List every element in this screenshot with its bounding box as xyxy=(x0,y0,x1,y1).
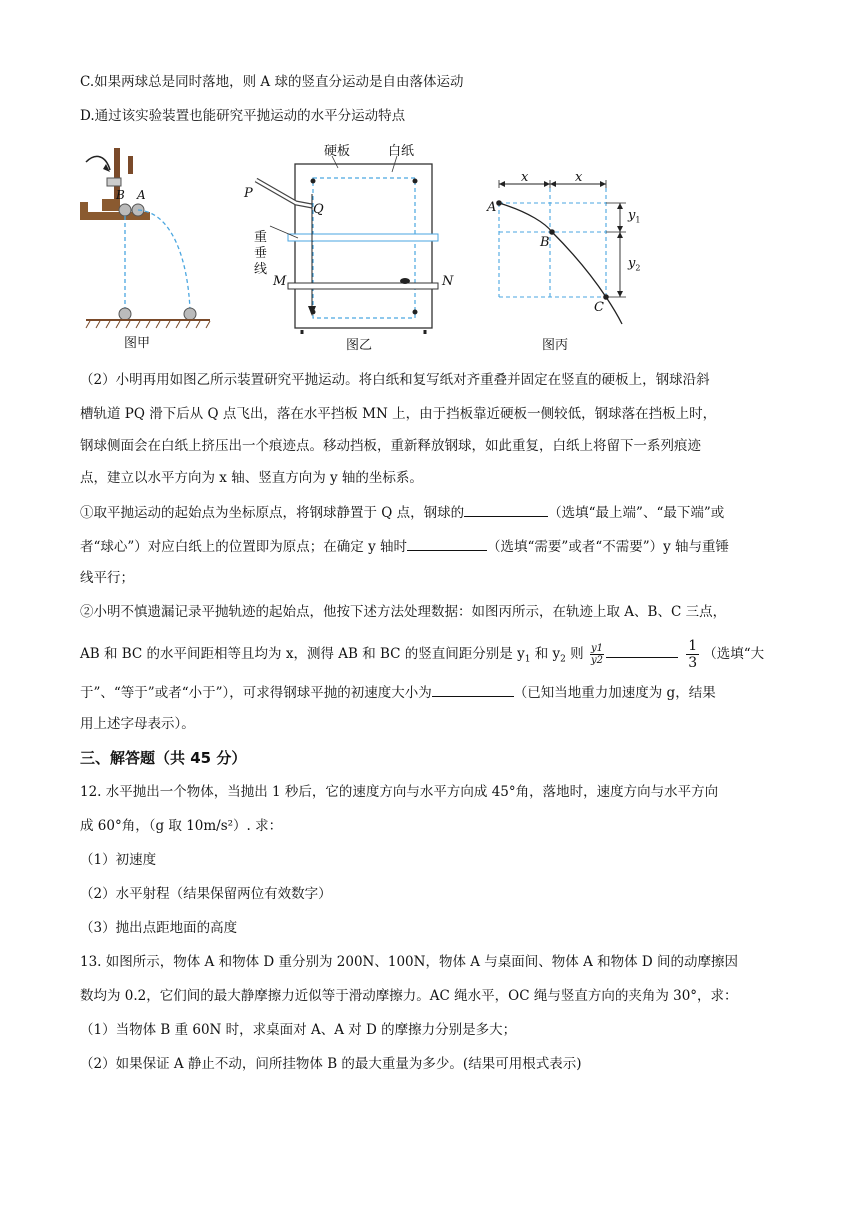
ratio-fraction xyxy=(590,643,604,666)
ratio-numerator: y1 xyxy=(590,643,603,654)
one-third-numerator: 1 xyxy=(688,638,698,654)
q12-line-2: 成 60°角，（g 取 10m/s²）. 求： xyxy=(80,818,283,834)
figure-bing-label-x1: x xyxy=(521,170,529,185)
q11-sub2-text-c: 于”、“等于”或者“小于”），可求得钢球平抛的初速度大小为 xyxy=(80,685,432,701)
figure-yi-label-m: M xyxy=(273,274,287,289)
figure-bing-label-y1: $y_1$ xyxy=(628,208,641,225)
figure-bing xyxy=(484,170,654,360)
q11-sub1-line-2 xyxy=(80,536,729,557)
q11-sub2-line-1: ②小明不慎遗漏记录平抛轨迹的起始点，他按下述方法处理数据：如图丙所示，在轨迹上取 A、B、C 三点， xyxy=(80,604,727,620)
figure-jia xyxy=(78,142,218,357)
q11-sub2-then: 则 xyxy=(565,646,584,662)
q11-sub2-line-3 xyxy=(80,682,716,703)
q11-sub2-line-4: 用上述字母表示）。 xyxy=(80,716,195,732)
q11-intro-line-4: 点，建立以水平方向为 x 轴、竖直方向为 y 轴的坐标系。 xyxy=(80,470,423,486)
figure-yi-caption: 图乙 xyxy=(346,338,373,353)
q11-blank-origin[interactable] xyxy=(464,502,548,517)
q11-sub2-sub2: 2 xyxy=(560,654,566,665)
q11-blank-y-axis[interactable] xyxy=(407,536,487,551)
figure-jia-label-a: A xyxy=(137,188,146,202)
q11-sub1-line-3: 线平行； xyxy=(80,570,134,586)
figure-jia-label-b: B xyxy=(116,188,125,202)
q13-part-2: （2）如果保证 A 静止不动，问所挂物体 B 的最大重量为多少。(结果可用根式表示) xyxy=(80,1056,582,1072)
q13-line-1: 13. 如图所示，物体 A 和物体 D 重分别为 200N、100N，物体 A 与桌面间、物体 A 和物体 D 间的动摩擦因 xyxy=(80,954,739,970)
q11-sub2-text-c-tail: （已知当地重力加速度为 g，结果 xyxy=(513,685,716,701)
q13-line-2: 数均为 0.2，它们间的最大静摩擦力近似等于滑动摩擦力。AC 绳水平，OC 绳与竖直方向的夹角为 30°，求： xyxy=(80,988,738,1004)
q11-sub1-line-1 xyxy=(80,502,724,523)
figure-bing-label-b: B xyxy=(540,235,550,250)
figure-bing-label-a: A xyxy=(487,200,497,215)
q11-sub2-tail: （选填“大 xyxy=(703,646,765,662)
figure-yi-label-board: 硬板 xyxy=(324,144,351,159)
q11-sub1-text-a: ①取平抛运动的起始点为坐标原点，将钢球静置于 Q 点，钢球的 xyxy=(80,505,465,521)
option-c: C.如果两球总是同时落地，则 A 球的竖直分运动是自由落体运动 xyxy=(80,74,464,90)
figure-bing-label-x2: x xyxy=(575,170,583,185)
q11-sub2-sub1: 1 xyxy=(524,654,531,665)
q11-sub1-text-c: 者“球心”）对应白纸上的位置即为原点；在确定 y 轴时 xyxy=(80,539,408,555)
figure-yi-label-q: Q xyxy=(313,202,324,217)
figure-bing-label-c: C xyxy=(594,300,604,315)
option-d: D.通过该实验装置也能研究平抛运动的水平分运动特点 xyxy=(80,108,406,124)
q11-blank-velocity[interactable] xyxy=(432,682,514,697)
figure-yi-drawing xyxy=(240,138,460,358)
q11-sub2-and: 和 y xyxy=(530,646,561,662)
q13-part-1: （1）当物体 B 重 60N 时，求桌面对 A、A 对 D 的摩擦力分别是多大； xyxy=(80,1022,517,1038)
q11-sub1-text-b: （选填“最上端”、“最下端”或 xyxy=(548,505,725,521)
figure-yi-label-n: N xyxy=(442,274,454,289)
one-third-denominator: 3 xyxy=(688,655,698,671)
q11-blank-compare[interactable] xyxy=(606,643,678,658)
q11-sub2-line-2 xyxy=(80,638,764,671)
section-3-title: 三、解答题（共 45 分） xyxy=(80,749,247,767)
figure-yi-label-line: 重垂线 xyxy=(254,230,268,277)
q11-intro-line-1: （2）小明再用如图乙所示装置研究平抛运动。将白纸和复写纸对齐重叠并固定在竖直的硬板上，钢球沿斜 xyxy=(80,372,710,388)
figure-yi xyxy=(240,138,460,358)
ratio-denominator: y2 xyxy=(590,655,603,666)
q11-intro-line-3: 钢球侧面会在白纸上挤压出一个痕迹点。移动挡板，重新释放钢球，如此重复，白纸上将留下一系列痕迹 xyxy=(80,438,701,454)
q12-line-1: 12. 水平抛出一个物体，当抛出 1 秒后，它的速度方向与水平方向成 45°角，落地时，速度方向与水平方向 xyxy=(80,784,719,800)
figure-jia-drawing xyxy=(78,142,218,357)
q11-sub2-text-b: AB 和 BC 的水平间距相等且均为 x，测得 AB 和 BC 的竖直间距分别是 y xyxy=(80,646,525,662)
figure-bing-caption: 图丙 xyxy=(542,338,569,353)
q12-part-2: （2）水平射程（结果保留两位有效数字） xyxy=(80,886,332,902)
q11-sub1-text-d: （选填“需要”或者“不需要”）y 轴与重锤 xyxy=(487,539,730,555)
q12-part-1: （1）初速度 xyxy=(80,852,157,868)
figure-yi-label-paper: 白纸 xyxy=(388,144,415,159)
q12-part-3: （3）抛出点距地面的高度 xyxy=(80,920,238,936)
one-third-fraction xyxy=(686,638,699,671)
figure-bing-label-y2: $y_2$ xyxy=(628,256,641,273)
figure-yi-label-p: P xyxy=(244,186,253,201)
q11-intro-line-2: 槽轨道 PQ 滑下后从 Q 点飞出，落在水平挡板 MN 上，由于挡板靠近硬板一侧较低，钢球落在挡板上时， xyxy=(80,406,717,422)
figure-jia-caption: 图甲 xyxy=(124,336,151,351)
